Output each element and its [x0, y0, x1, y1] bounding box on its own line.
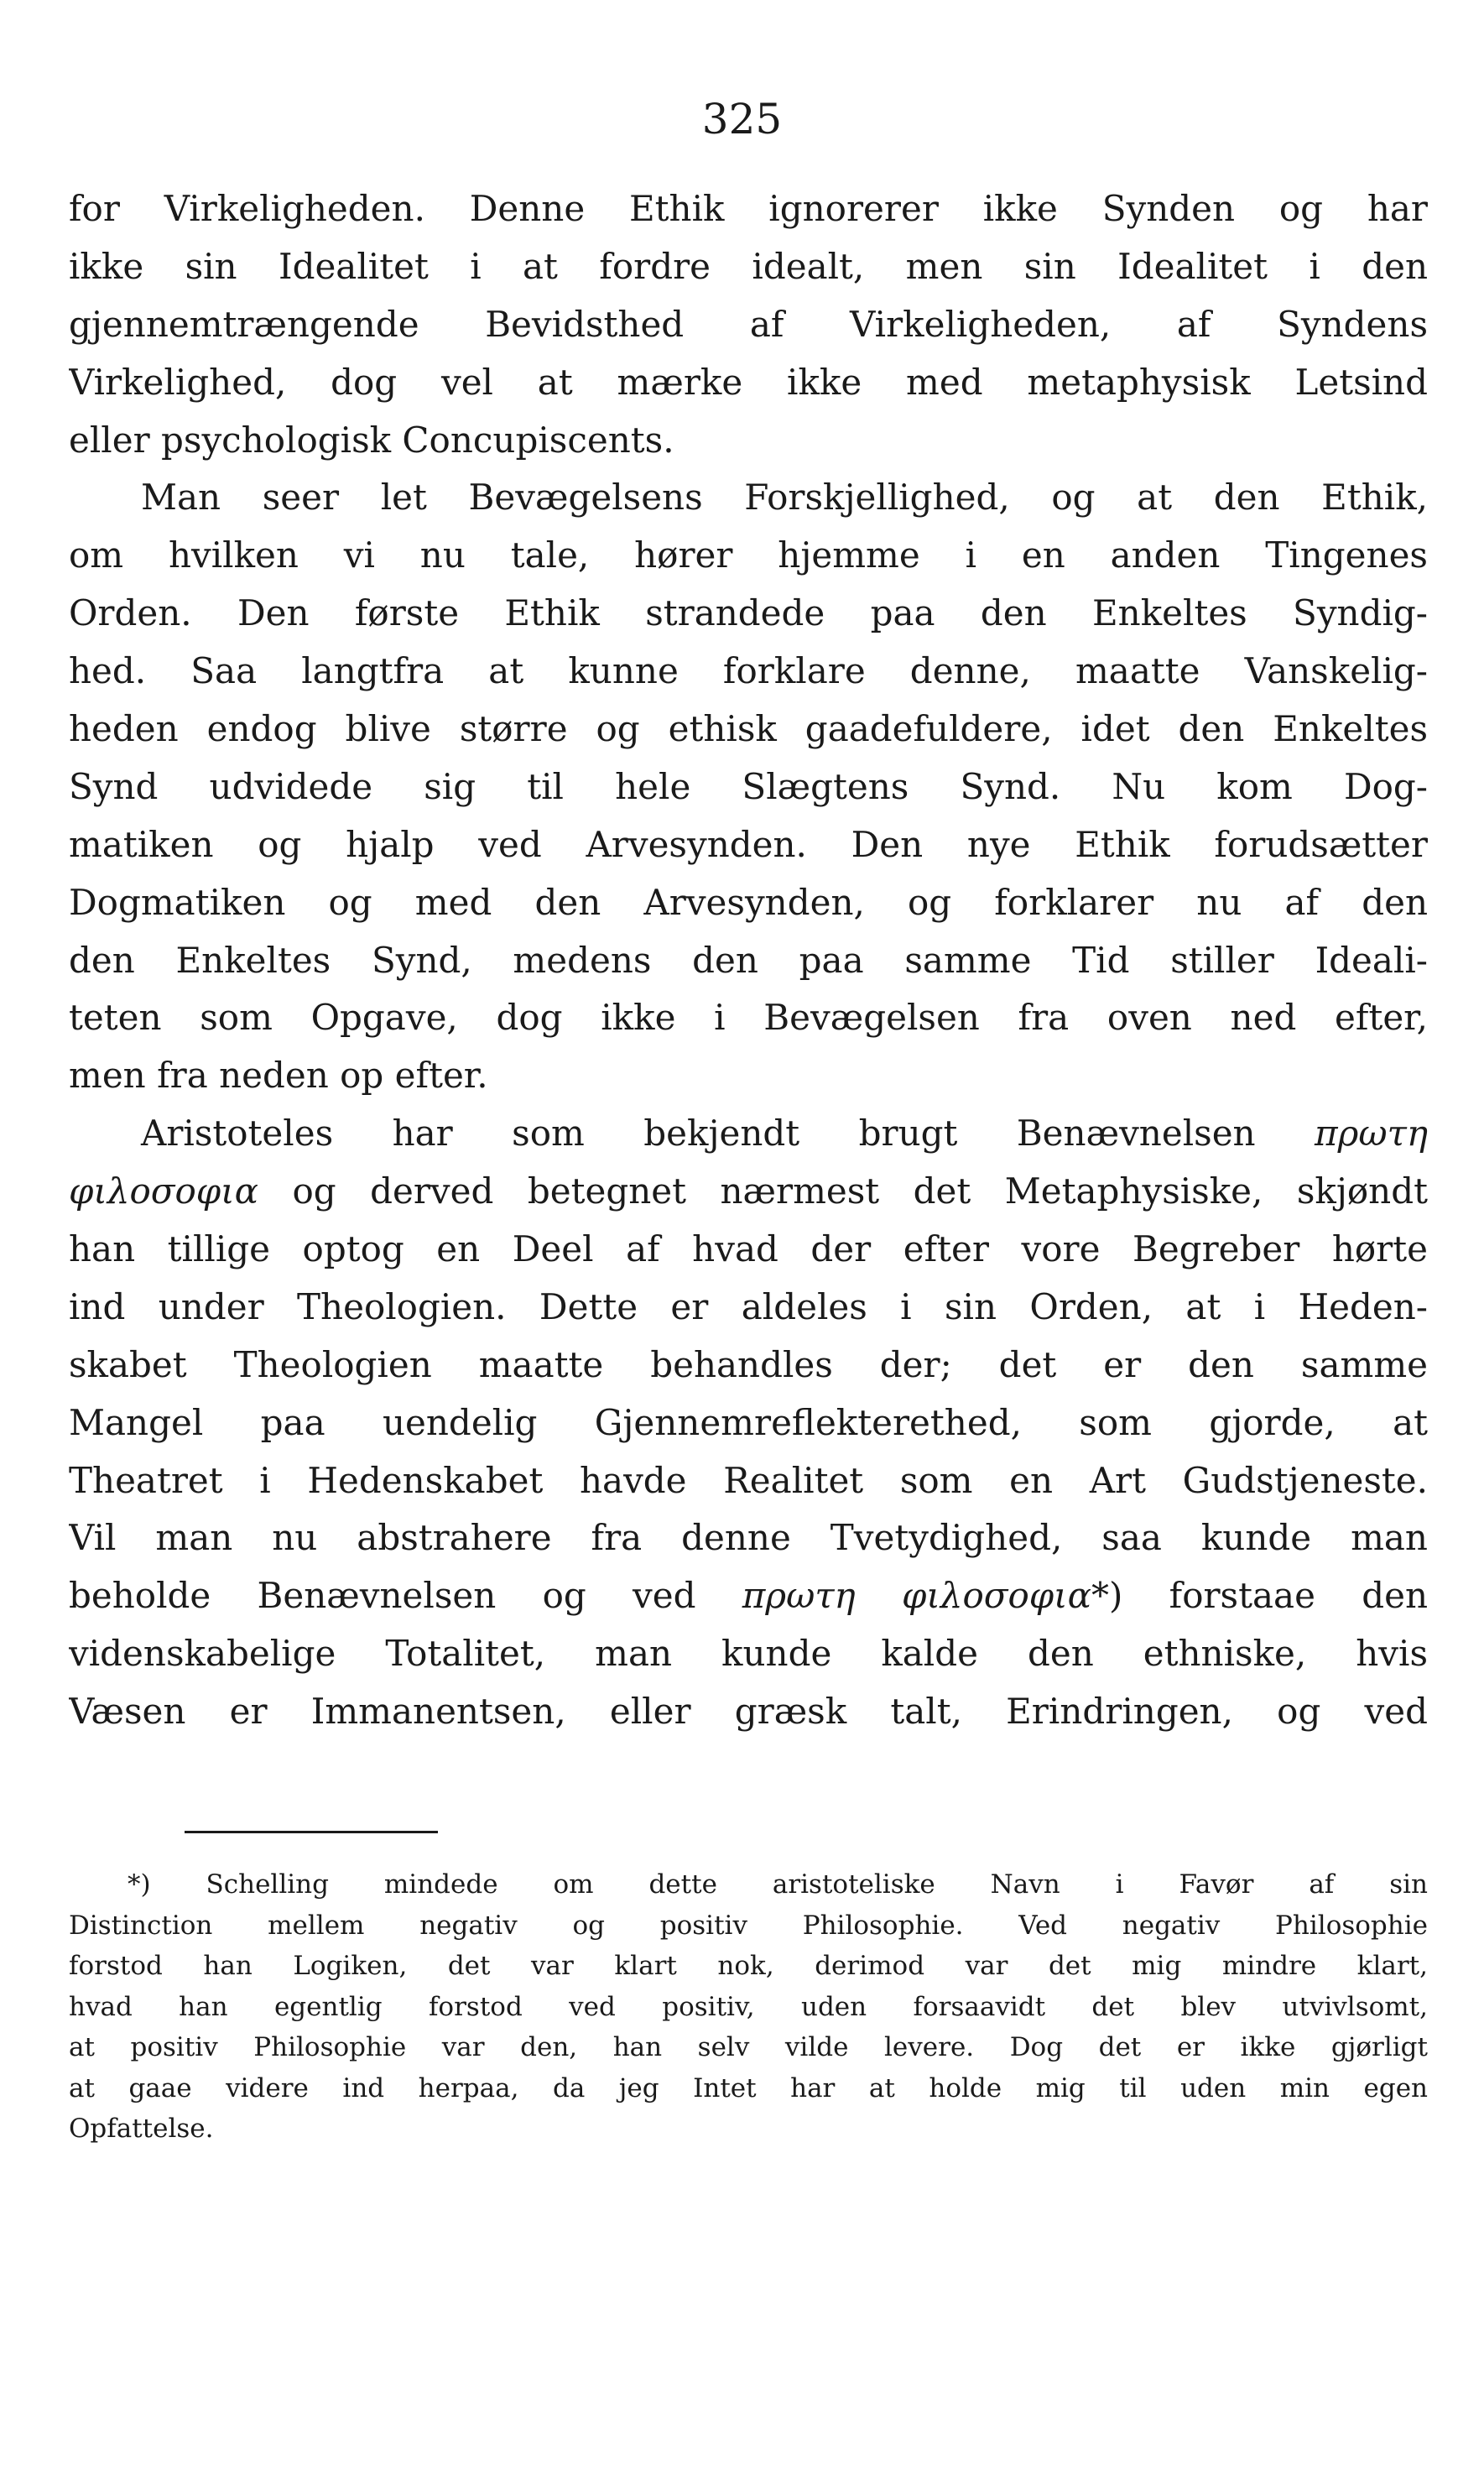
footnote-line: at gaae videre ind herpaa, da jeg Intet har at holde mig til uden min egen	[69, 2072, 1428, 2103]
text-run: og derved betegnet nærmest det Metaphysiske, skjøndt	[258, 1170, 1428, 1212]
text-line: ind under Theologien. Dette er aldeles i sin Orden, at i Heden-	[69, 1285, 1428, 1327]
text-run: beholde Benævnelsen og ved	[69, 1575, 742, 1617]
text-line	[69, 1163, 1428, 1221]
text-line: om hvilken vi nu tale, hører hjemme i en anden Tingenes	[69, 534, 1428, 576]
text-line: Theatret i Hedenskabet havde Realitet som en Art Gudstjeneste.	[69, 1459, 1428, 1501]
text-line: videnskabelige Totalitet, man kunde kalde den ethniske, hvis	[69, 1633, 1428, 1675]
text-line: Mangel paa uendelig Gjennemreflekterethed, som gjorde, at	[69, 1401, 1428, 1443]
text-line: Virkelighed, dog vel at mærke ikke med metaphysisk Letsind	[69, 361, 1428, 403]
footnote-line: hvad han egentlig forstod ved positiv, uden forsaavidt det blev utvivlsomt,	[69, 1991, 1428, 2022]
text-line: matiken og hjalp ved Arvesynden. Den nye Ethik forudsætter	[69, 823, 1428, 865]
text-run: Aristoteles har som bekjendt brugt Benævnelsen	[141, 1113, 1315, 1155]
text-line: gjennemtrængende Bevidsthed af Virkeligheden, af Syndens	[69, 303, 1428, 345]
text-line: Væsen er Immanentsen, eller græsk talt, Erindringen, og ved	[69, 1691, 1428, 1733]
footnote-line: at positiv Philosophie var den, han selv vilde levere. Dog det er ikke gjørligt	[69, 2032, 1428, 2062]
page-number: 325	[701, 95, 783, 143]
footnote-separator	[185, 1831, 438, 1833]
text-line: han tillige optog en Deel af hvad der efter vore Begreber hørte	[69, 1228, 1428, 1270]
text-line	[69, 1105, 1428, 1163]
text-line: heden endog blive større og ethisk gaadefuldere, idet den Enkeltes	[69, 708, 1428, 750]
footnote-line: Distinction mellem negativ og positiv Philosophie. Ved negativ Philosophie	[69, 1910, 1428, 1941]
text-line: Synd udvidede sig til hele Slægtens Synd. Nu kom Dog-	[69, 765, 1428, 807]
text-line: teten som Opgave, dog ikke i Bevægelsen fra oven ned efter,	[69, 997, 1428, 1039]
text-line: skabet Theologien maatte behandles der; det er den samme	[69, 1343, 1428, 1385]
text-line: men fra neden op efter.	[69, 1055, 488, 1097]
footnote-line: Opfattelse.	[69, 2114, 214, 2144]
greek-term: πρωτη	[1315, 1113, 1428, 1155]
text-line	[69, 1567, 1428, 1625]
text-line: den Enkeltes Synd, medens den paa samme Tid stiller Ideali-	[69, 939, 1428, 981]
footnote-line: *) Schelling mindede om dette aristoteliske Navn i Favør af sin	[128, 1869, 1428, 1900]
text-line: ikke sin Idealitet i at fordre idealt, men sin Idealitet i den	[69, 245, 1428, 287]
greek-term: πρωτη φιλοσοφια	[742, 1575, 1091, 1617]
footnote	[69, 1864, 1428, 2150]
footnote-line: forstod han Logiken, det var klart nok, derimod var det mig mindre klart,	[69, 1951, 1428, 1981]
greek-term: φιλοσοφια	[69, 1170, 258, 1212]
text-line: Orden. Den første Ethik strandede paa den Enkeltes Syndig-	[69, 592, 1428, 634]
body-text	[69, 180, 1428, 1741]
text-line: for Virkeligheden. Denne Ethik ignorerer ikke Synden og har	[69, 188, 1428, 229]
text-line: hed. Saa langtfra at kunne forklare denne, maatte Vanskelig-	[69, 650, 1428, 692]
text-line: Man seer let Bevægelsens Forskjellighed, og at den Ethik,	[141, 477, 1428, 519]
text-line: Dogmatiken og med den Arvesynden, og forklarer nu af den	[69, 881, 1428, 923]
text-run: *) forstaae den	[1091, 1575, 1428, 1617]
text-line: eller psychologisk Concupiscents.	[69, 419, 674, 461]
text-line: Vil man nu abstrahere fra denne Tvetydighed, saa kunde man	[69, 1517, 1428, 1559]
